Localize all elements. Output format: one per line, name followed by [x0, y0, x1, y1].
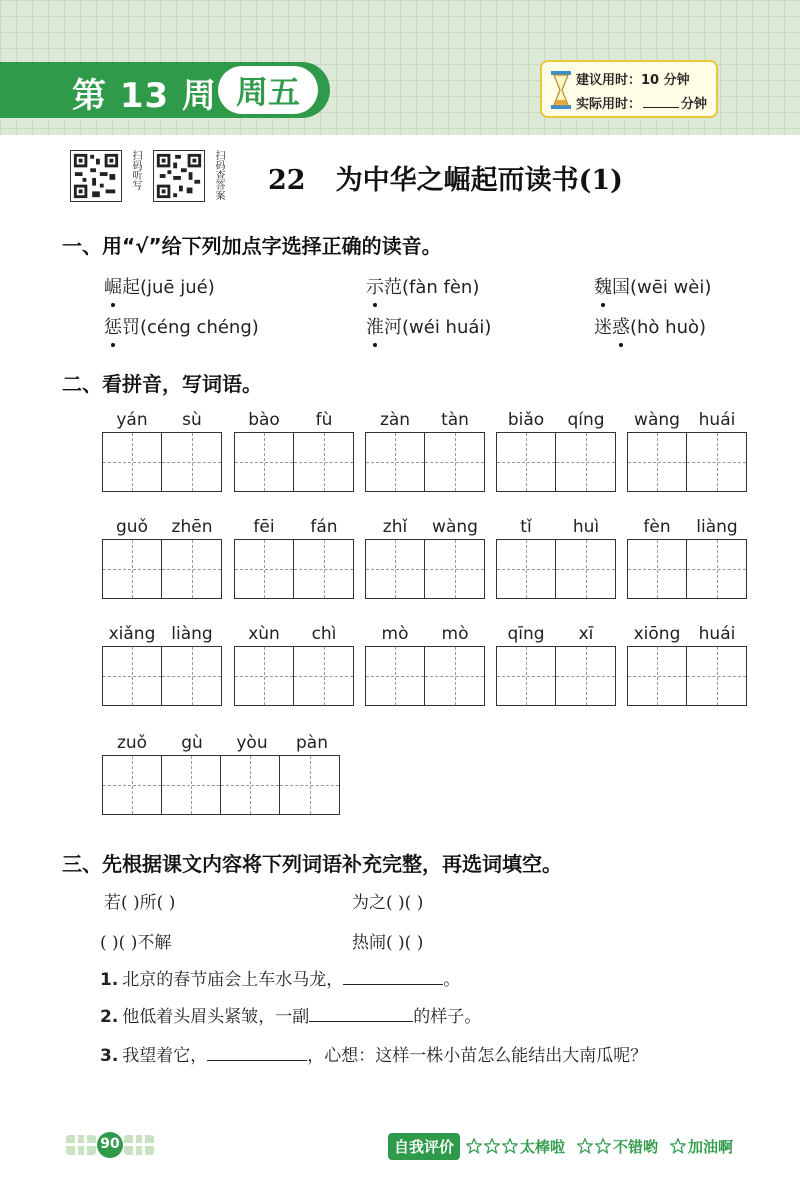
pinyin: sù	[182, 410, 202, 430]
pinyin: chì	[311, 624, 337, 644]
writing-boxes[interactable]	[496, 432, 616, 492]
pinyin: zàn	[379, 410, 411, 430]
pinyin: fēi	[253, 517, 275, 537]
star-icon[interactable]	[502, 1138, 518, 1154]
actual-time-label: 实际用时：	[576, 97, 642, 112]
star-icon[interactable]	[466, 1138, 482, 1154]
choice-item[interactable]: 惩罚(céng chéng)	[104, 313, 259, 339]
star-icon[interactable]	[595, 1138, 611, 1154]
qr-code-answer[interactable]	[153, 150, 205, 202]
day-label: 周五	[235, 73, 300, 111]
writing-boxes[interactable]	[234, 432, 354, 492]
fill-phrase[interactable]: 为之( )( )	[352, 893, 424, 913]
pinyin: zhēn	[171, 517, 213, 537]
section2-heading: 二、看拼音，写词语。	[62, 372, 262, 396]
sentence-2: 2. 他低着头眉头紧皱，一副 的样子。	[100, 1007, 482, 1027]
star-icon[interactable]	[577, 1138, 593, 1154]
answer-blank[interactable]	[207, 1045, 307, 1061]
choice-item[interactable]: 崛起(juē jué)	[104, 273, 215, 299]
actual-time-blank[interactable]	[643, 96, 679, 108]
pinyin: liàng	[696, 517, 738, 537]
qr-code-listen[interactable]	[70, 150, 122, 202]
writing-boxes[interactable]	[234, 646, 354, 706]
fill-phrase[interactable]: ( )( )不解	[100, 933, 172, 953]
pinyin: mò	[381, 624, 409, 644]
pinyin: tǐ	[520, 517, 532, 537]
writing-boxes[interactable]	[365, 432, 485, 492]
pinyin: biǎo	[507, 410, 545, 430]
pinyin: qíng	[567, 410, 605, 430]
pinyin: wàng	[432, 517, 478, 537]
choice-item[interactable]: 魏国(wēi wèi)	[594, 273, 711, 299]
sentence-3: 3. 我望着它， ，心想：这样一株小苗怎么能结出大南瓜呢？	[100, 1046, 648, 1066]
writing-boxes[interactable]	[234, 539, 354, 599]
pinyin: xiōng	[633, 624, 681, 644]
section3-heading: 三、先根据课文内容将下列词语补充完整，再选词填空。	[62, 852, 562, 876]
writing-boxes[interactable]	[627, 539, 747, 599]
fill-phrase[interactable]: 热闹( )( )	[352, 933, 424, 953]
pinyin: xī	[578, 624, 594, 644]
writing-boxes[interactable]	[627, 432, 747, 492]
dotted-char: 惩	[104, 313, 122, 339]
dotted-char: 惑	[612, 313, 630, 339]
star-icon[interactable]	[670, 1138, 686, 1154]
pinyin: huái	[698, 624, 736, 644]
page-number-badge	[66, 1132, 154, 1158]
pinyin: gù	[181, 733, 203, 753]
dotted-char: 魏	[594, 273, 612, 299]
eval-label-1: 太棒啦	[520, 1137, 566, 1156]
pinyin: huì	[572, 517, 600, 537]
pinyin: qīng	[507, 624, 545, 644]
sentence-1: 1. 北京的春节庙会上车水马龙， 。	[100, 970, 461, 990]
pinyin: fèn	[643, 517, 671, 537]
self-evaluation	[388, 1132, 745, 1160]
pinyin: zhǐ	[382, 517, 408, 537]
dotted-char: 淮	[366, 313, 384, 339]
pinyin: wàng	[634, 410, 680, 430]
pinyin: huái	[698, 410, 736, 430]
day-pill	[218, 66, 318, 114]
answer-blank[interactable]	[309, 1006, 413, 1022]
lesson-name: 为中华之崛起而读书(1)	[335, 165, 623, 196]
pinyin: tàn	[441, 410, 469, 430]
pinyin: pàn	[296, 733, 328, 753]
fill-phrase[interactable]: 若( )所( )	[104, 893, 176, 913]
suggest-time: 建议用时：10 分钟	[576, 73, 690, 88]
qr-label-answer: 扫码查答案	[213, 150, 224, 200]
week-title: 第 13 周	[72, 76, 217, 116]
writing-boxes[interactable]	[102, 646, 222, 706]
pinyin: mò	[441, 624, 469, 644]
writing-boxes[interactable]	[496, 646, 616, 706]
writing-boxes[interactable]	[102, 539, 222, 599]
pinyin: guǒ	[116, 517, 148, 537]
dotted-char: 崛	[104, 273, 122, 299]
page-number: 90	[100, 1136, 120, 1152]
eval-tag: 自我评价	[388, 1133, 460, 1160]
actual-time-row	[576, 93, 707, 112]
qr-label-listen: 扫码听写	[130, 150, 141, 190]
pinyin: bào	[248, 410, 280, 430]
choice-item[interactable]: 示范(fàn fèn)	[366, 273, 479, 299]
writing-boxes[interactable]	[365, 646, 485, 706]
pinyin: zuǒ	[116, 733, 148, 753]
pinyin: fán	[310, 517, 338, 537]
pinyin: yán	[116, 410, 148, 430]
hourglass-icon	[550, 70, 572, 110]
choice-item[interactable]: 迷惑(hò huò)	[594, 313, 706, 339]
pinyin: fù	[315, 410, 333, 430]
writing-boxes[interactable]	[102, 432, 222, 492]
writing-boxes[interactable]	[627, 646, 747, 706]
choice-item[interactable]: 淮河(wéi huái)	[366, 313, 491, 339]
pinyin: xùn	[248, 624, 280, 644]
writing-boxes[interactable]	[496, 539, 616, 599]
section1-heading: 一、用“√”给下列加点字选择正确的读音。	[62, 234, 442, 258]
eval-label-3: 加油啊	[688, 1137, 734, 1156]
lesson-number: 22	[268, 165, 306, 196]
eval-label-2: 不错哟	[613, 1137, 659, 1156]
pinyin: yòu	[236, 733, 268, 753]
writing-boxes[interactable]	[365, 539, 485, 599]
star-icon[interactable]	[484, 1138, 500, 1154]
lesson-title	[268, 158, 623, 197]
pinyin: xiǎng	[108, 624, 156, 644]
writing-boxes[interactable]	[102, 755, 340, 815]
dotted-char: 示	[366, 273, 384, 299]
time-box	[540, 60, 718, 118]
answer-blank[interactable]	[343, 969, 443, 985]
actual-time-unit: 分钟	[681, 97, 708, 112]
pinyin: liàng	[171, 624, 213, 644]
